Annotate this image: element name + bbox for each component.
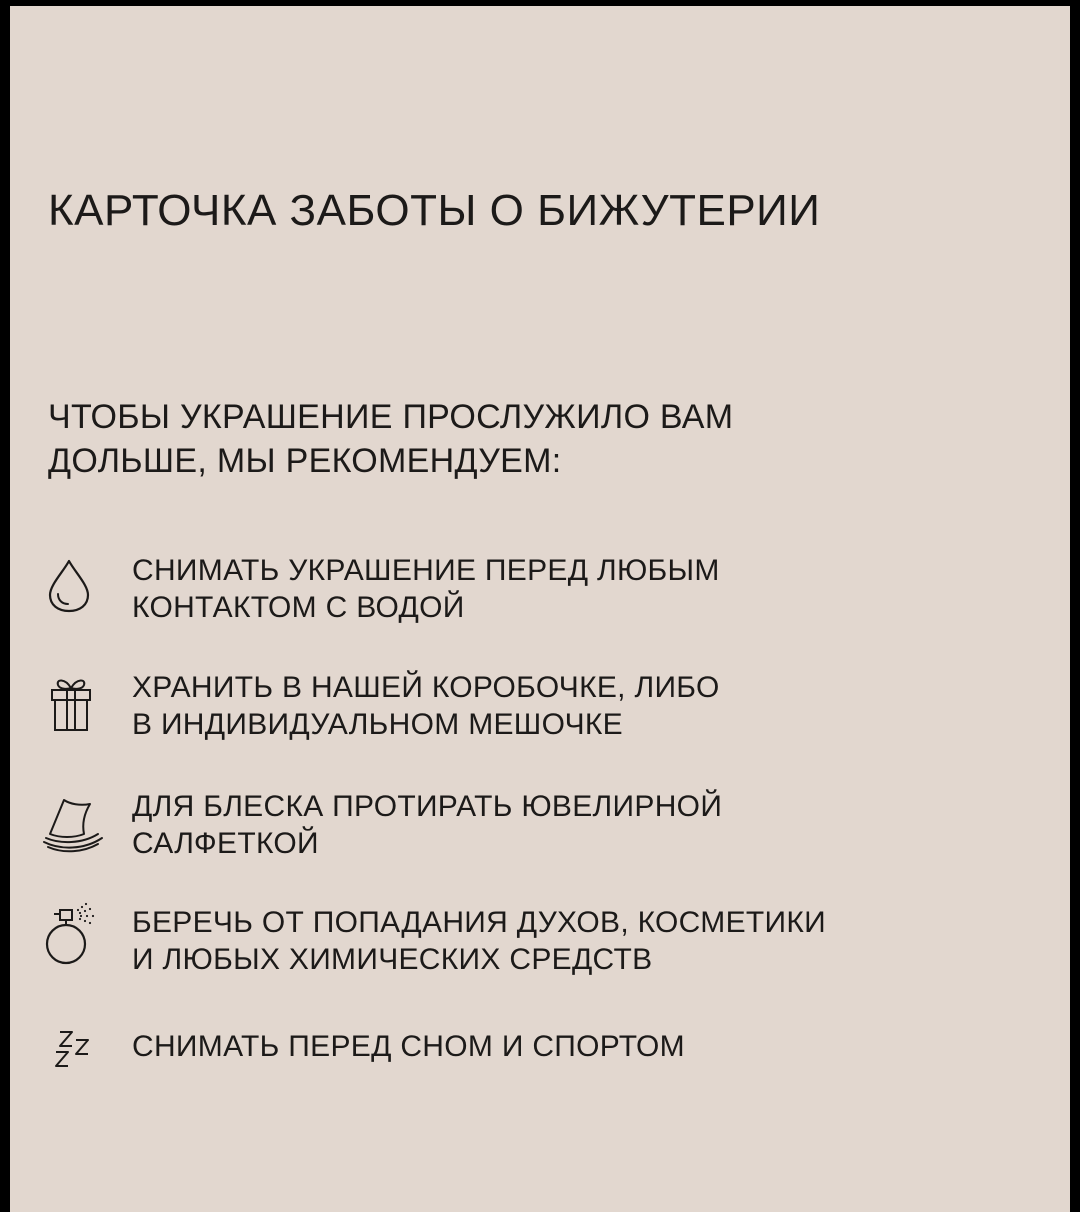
- tip-line-2: В ИНДИВИДУАЛЬНОМ МЕШОЧКЕ: [132, 708, 623, 741]
- gift-box-icon: [46, 674, 110, 738]
- intro-line-2: ДОЛЬШЕ, МЫ РЕКОМЕНДУЕМ:: [48, 442, 562, 480]
- intro-line-1: ЧТОБЫ УКРАШЕНИЕ ПРОСЛУЖИЛО ВАМ: [48, 398, 734, 436]
- page-title: КАРТОЧКА ЗАБОТЫ О БИЖУТЕРИИ: [48, 186, 821, 235]
- tip-line-2: САЛФЕТКОЙ: [132, 827, 319, 860]
- tip-line-1: СНИМАТЬ УКРАШЕНИЕ ПЕРЕД ЛЮБЫМ: [132, 554, 720, 587]
- tip-line-1: ХРАНИТЬ В НАШЕЙ КОРОБОЧКЕ, ЛИБО: [132, 671, 720, 704]
- tip-line-2: КОНТАКТОМ С ВОДОЙ: [132, 591, 465, 624]
- tip-line-1: СНИМАТЬ ПЕРЕД СНОМ И СПОРТОМ: [132, 1030, 685, 1063]
- perfume-bottle-icon: [44, 900, 108, 964]
- polishing-cloth-icon: [40, 794, 104, 858]
- tip-line-1: БЕРЕЧЬ ОТ ПОПАДАНИЯ ДУХОВ, КОСМЕТИКИ: [132, 906, 827, 939]
- tip-line-1: ДЛЯ БЛЕСКА ПРОТИРАТЬ ЮВЕЛИРНОЙ: [132, 790, 723, 823]
- tips-list: [10, 6, 1070, 1212]
- care-card: [10, 6, 1070, 1212]
- tip-line-2: И ЛЮБЫХ ХИМИЧЕСКИХ СРЕДСТВ: [132, 943, 653, 976]
- sleep-icon: [50, 1026, 114, 1090]
- water-drop-icon: [46, 558, 110, 622]
